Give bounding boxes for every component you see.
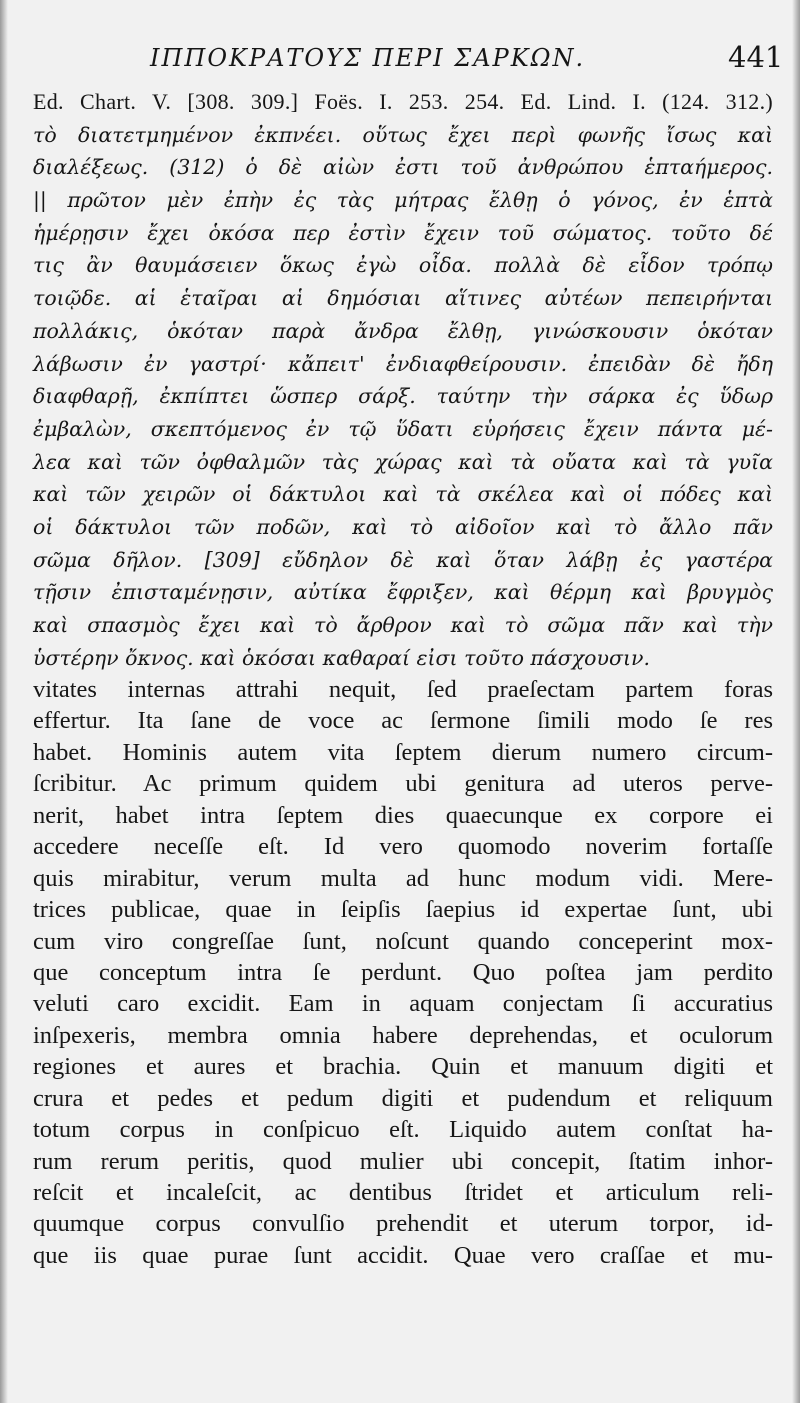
latin-line: effertur. Ita ſane de voce ac ſermone ſimili modo ſe res (33, 707, 773, 735)
latin-line: totum corpus in conſpicuo eſt. Liquido autem conſtat ha- (33, 1116, 773, 1144)
latin-line: ſcribitur. Ac primum quidem ubi genitura ad uteros perve- (33, 770, 773, 798)
page-left-shadow (0, 0, 8, 1403)
latin-line: que conceptum intra ſe perdunt. Quo poſtea jam perdito (33, 958, 773, 986)
latin-line: quumque corpus convulſio prehendit et uterum torpor, id- (33, 1210, 773, 1238)
latin-line: quis mirabitur, verum multa ad hunc modum vidi. Mere- (33, 864, 773, 892)
greek-line: τοιῷδε. αἱ ἑταῖραι αἱ δημόσιαι αἵτινες αὐτέων πεπειρήνται (33, 286, 773, 311)
greek-line: τὸ διατετμημένον ἐκπνέει. οὕτως ἔχει περὶ φωνῆς ἴσως καὶ (33, 122, 773, 147)
latin-line: vitates internas attrahi nequit, ſed praeſectam partem foras (33, 676, 773, 703)
latin-line: que iis quae purae ſunt accidit. Quae vero craſſae et mu- (33, 1241, 773, 1269)
greek-line: διαφθαρῇ, ἐκπίπτει ὥσπερ σάρξ. ταύτην τὴν σάρκα ἐς ὕδωρ (33, 384, 773, 409)
page-number: 441 (728, 40, 784, 74)
edition-reference-line: Ed. Chart. V. [308. 309.] Foës. I. 253. 254. Ed. Lind. I. (124. 312.) (33, 89, 773, 114)
latin-line: accedere neceſſe eſt. Id vero quomodo noverim fortaſſe (33, 833, 773, 861)
greek-line: ὑστέρην ὄκνος. καὶ ὁκόσαι καθαραί εἰσι τοῦτο πάσχουσιν. (33, 645, 650, 670)
greek-line: πολλάκις, ὁκόταν παρὰ ἄνδρα ἔλθῃ, γινώσκουσιν ὁκόταν (33, 318, 773, 343)
greek-line: καὶ σπασμὸς ἔχει καὶ τὸ ἄρθρον καὶ τὸ σῶμα πᾶν καὶ τὴν (33, 613, 773, 637)
greek-line: || πρῶτον μὲν ἐπὴν ἐς τὰς μήτρας ἔλθῃ ὁ γόνος, ἐν ἑπτὰ (33, 188, 773, 213)
greek-line: ἡμέρῃσιν ἔχει ὁκόσα περ ἐστὶν ἔχειν τοῦ σώματος. τοῦτο δέ (33, 220, 773, 245)
greek-line: σῶμα δῆλον. [309] εὔδηλον δὲ καὶ ὅταν λάβῃ ἐς γαστέρα (33, 547, 773, 572)
greek-line: καὶ τῶν χειρῶν οἱ δάκτυλοι καὶ τὰ σκέλεα καὶ οἱ πόδες καὶ (33, 482, 773, 507)
latin-line: reſcit et incaleſcit, ac dentibus ſtridet et articulum reli- (33, 1179, 773, 1206)
latin-line: crura et pedes et pedum digiti et pudendum et reliquum (33, 1084, 773, 1112)
greek-line: τις ἂν θαυμάσειεν ὅκως ἐγὼ οἶδα. πολλὰ δὲ εἶδον τρόπῳ (33, 253, 773, 278)
greek-line: τῇσιν ἐπισταμένῃσιν, αὐτίκα ἔφριξεν, καὶ θέρμη καὶ βρυγμὸς (33, 580, 773, 605)
page-right-shadow (792, 0, 800, 1403)
latin-line: nerit, habet intra ſeptem dies quaecunque ex corpore ei (33, 801, 773, 829)
page-header (0, 40, 800, 80)
latin-line: inſpexeris, membra omnia habere deprehendas, et oculorum (33, 1021, 773, 1049)
latin-line: rum rerum peritis, quod mulier ubi concepit, ſtatim inhor- (33, 1147, 773, 1175)
greek-line: διαλέξεως. (312) ὁ δὲ αἰὼν ἐστι τοῦ ἀνθρώπου ἑπταήμερος. (33, 155, 773, 180)
greek-line: ἐμβαλὼν, σκεπτόμενος ἐν τῷ ὕδατι εὑρήσεις ἔχειν πάντα μέ- (33, 416, 773, 441)
latin-line: cum viro congreſſae ſunt, noſcunt quando conceperint mox- (33, 927, 773, 955)
greek-line: οἱ δάκτυλοι τῶν ποδῶν, καὶ τὸ αἰδοῖον καὶ τὸ ἄλλο πᾶν (33, 514, 773, 539)
running-title: ΙΠΠΟΚΡΑΤΟΥΣ ΠΕΡΙ ΣΑΡΚΩΝ. (150, 44, 586, 72)
latin-text-block (33, 674, 773, 1271)
greek-line: λάβωσιν ἐν γαστρί· κἄπειτ' ἐνδιαφθείρουσιν. ἐπειδὰν δὲ ἤδη (33, 351, 773, 376)
greek-text-block (33, 86, 773, 674)
latin-line: veluti caro excidit. Eam in aquam conjectam ſi accuratius (33, 990, 773, 1018)
latin-line: trices publicae, quae in ſeipſis ſaepius id expertae ſunt, ubi (33, 896, 773, 924)
latin-line: regiones et aures et brachia. Quin et manuum digiti et (33, 1053, 773, 1081)
latin-line: habet. Hominis autem vita ſeptem dierum numero circum- (33, 738, 773, 766)
greek-line: λεα καὶ τῶν ὀφθαλμῶν τὰς χώρας καὶ τὰ οὔατα καὶ τὰ γυῖα (33, 449, 773, 474)
